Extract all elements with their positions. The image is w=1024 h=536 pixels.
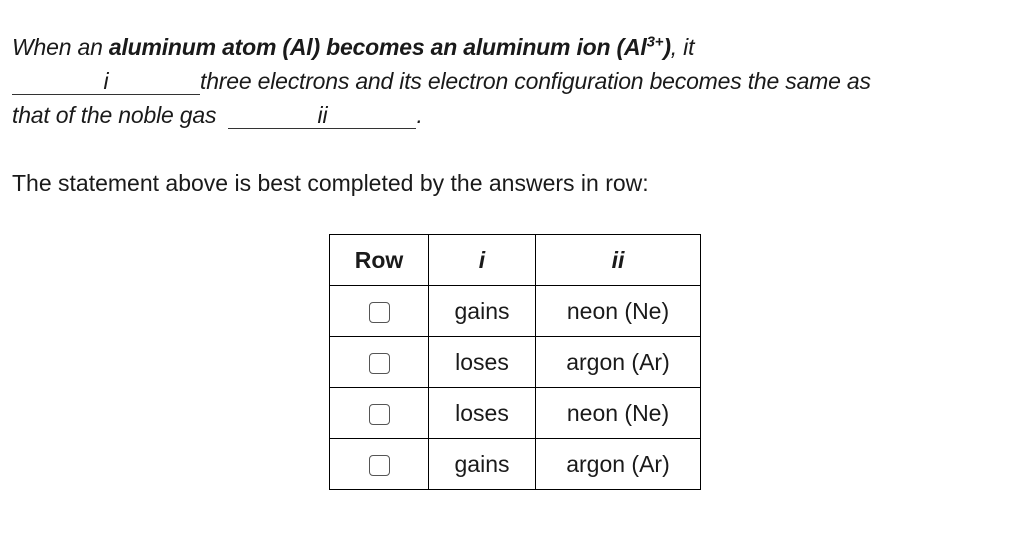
row-1-checkbox[interactable]	[369, 302, 390, 323]
row-select-cell	[330, 439, 429, 490]
row-select-cell	[330, 388, 429, 439]
question-line-3	[12, 98, 1020, 132]
answer-table	[329, 234, 701, 490]
answer-i-cell: loses	[429, 337, 536, 388]
row-4-checkbox[interactable]	[369, 455, 390, 476]
question-line-1	[12, 30, 1020, 64]
table-header-row	[330, 235, 701, 286]
blank-i: i	[12, 68, 200, 95]
answer-ii-cell: argon (Ar)	[536, 439, 701, 490]
row-2-checkbox[interactable]	[369, 353, 390, 374]
blank-ii: ii	[228, 102, 416, 129]
answer-ii-cell: neon (Ne)	[536, 388, 701, 439]
answer-ii-cell: neon (Ne)	[536, 286, 701, 337]
row-select-cell	[330, 337, 429, 388]
answer-i-cell: gains	[429, 439, 536, 490]
question-line-3-text: that of the noble gas	[12, 102, 217, 128]
table-row	[330, 337, 701, 388]
row-3-checkbox[interactable]	[369, 404, 390, 425]
question-period: .	[416, 102, 423, 128]
table-row	[330, 388, 701, 439]
question-stem	[12, 30, 1020, 132]
answer-i-cell: gains	[429, 286, 536, 337]
question-line-2	[12, 64, 1020, 98]
question-text-prefix: When an	[12, 34, 109, 60]
row-select-cell	[330, 286, 429, 337]
table-row	[330, 286, 701, 337]
answer-i-cell: loses	[429, 388, 536, 439]
header-i: i	[429, 235, 536, 286]
answer-prompt: The statement above is best completed by the answers in row:	[12, 170, 649, 196]
question-text-suffix: , it	[670, 34, 695, 60]
table-row	[330, 439, 701, 490]
question-line-2-text: three electrons and its electron configuration becomes the same as	[200, 68, 871, 94]
answer-ii-cell: argon (Ar)	[536, 337, 701, 388]
header-row: Row	[330, 235, 429, 286]
question-bold-text: aluminum atom (Al) becomes an aluminum ion $(Al^{3+})$	[108, 33, 671, 60]
header-ii: ii	[536, 235, 701, 286]
ion-charge-superscript: 3+	[646, 33, 664, 51]
